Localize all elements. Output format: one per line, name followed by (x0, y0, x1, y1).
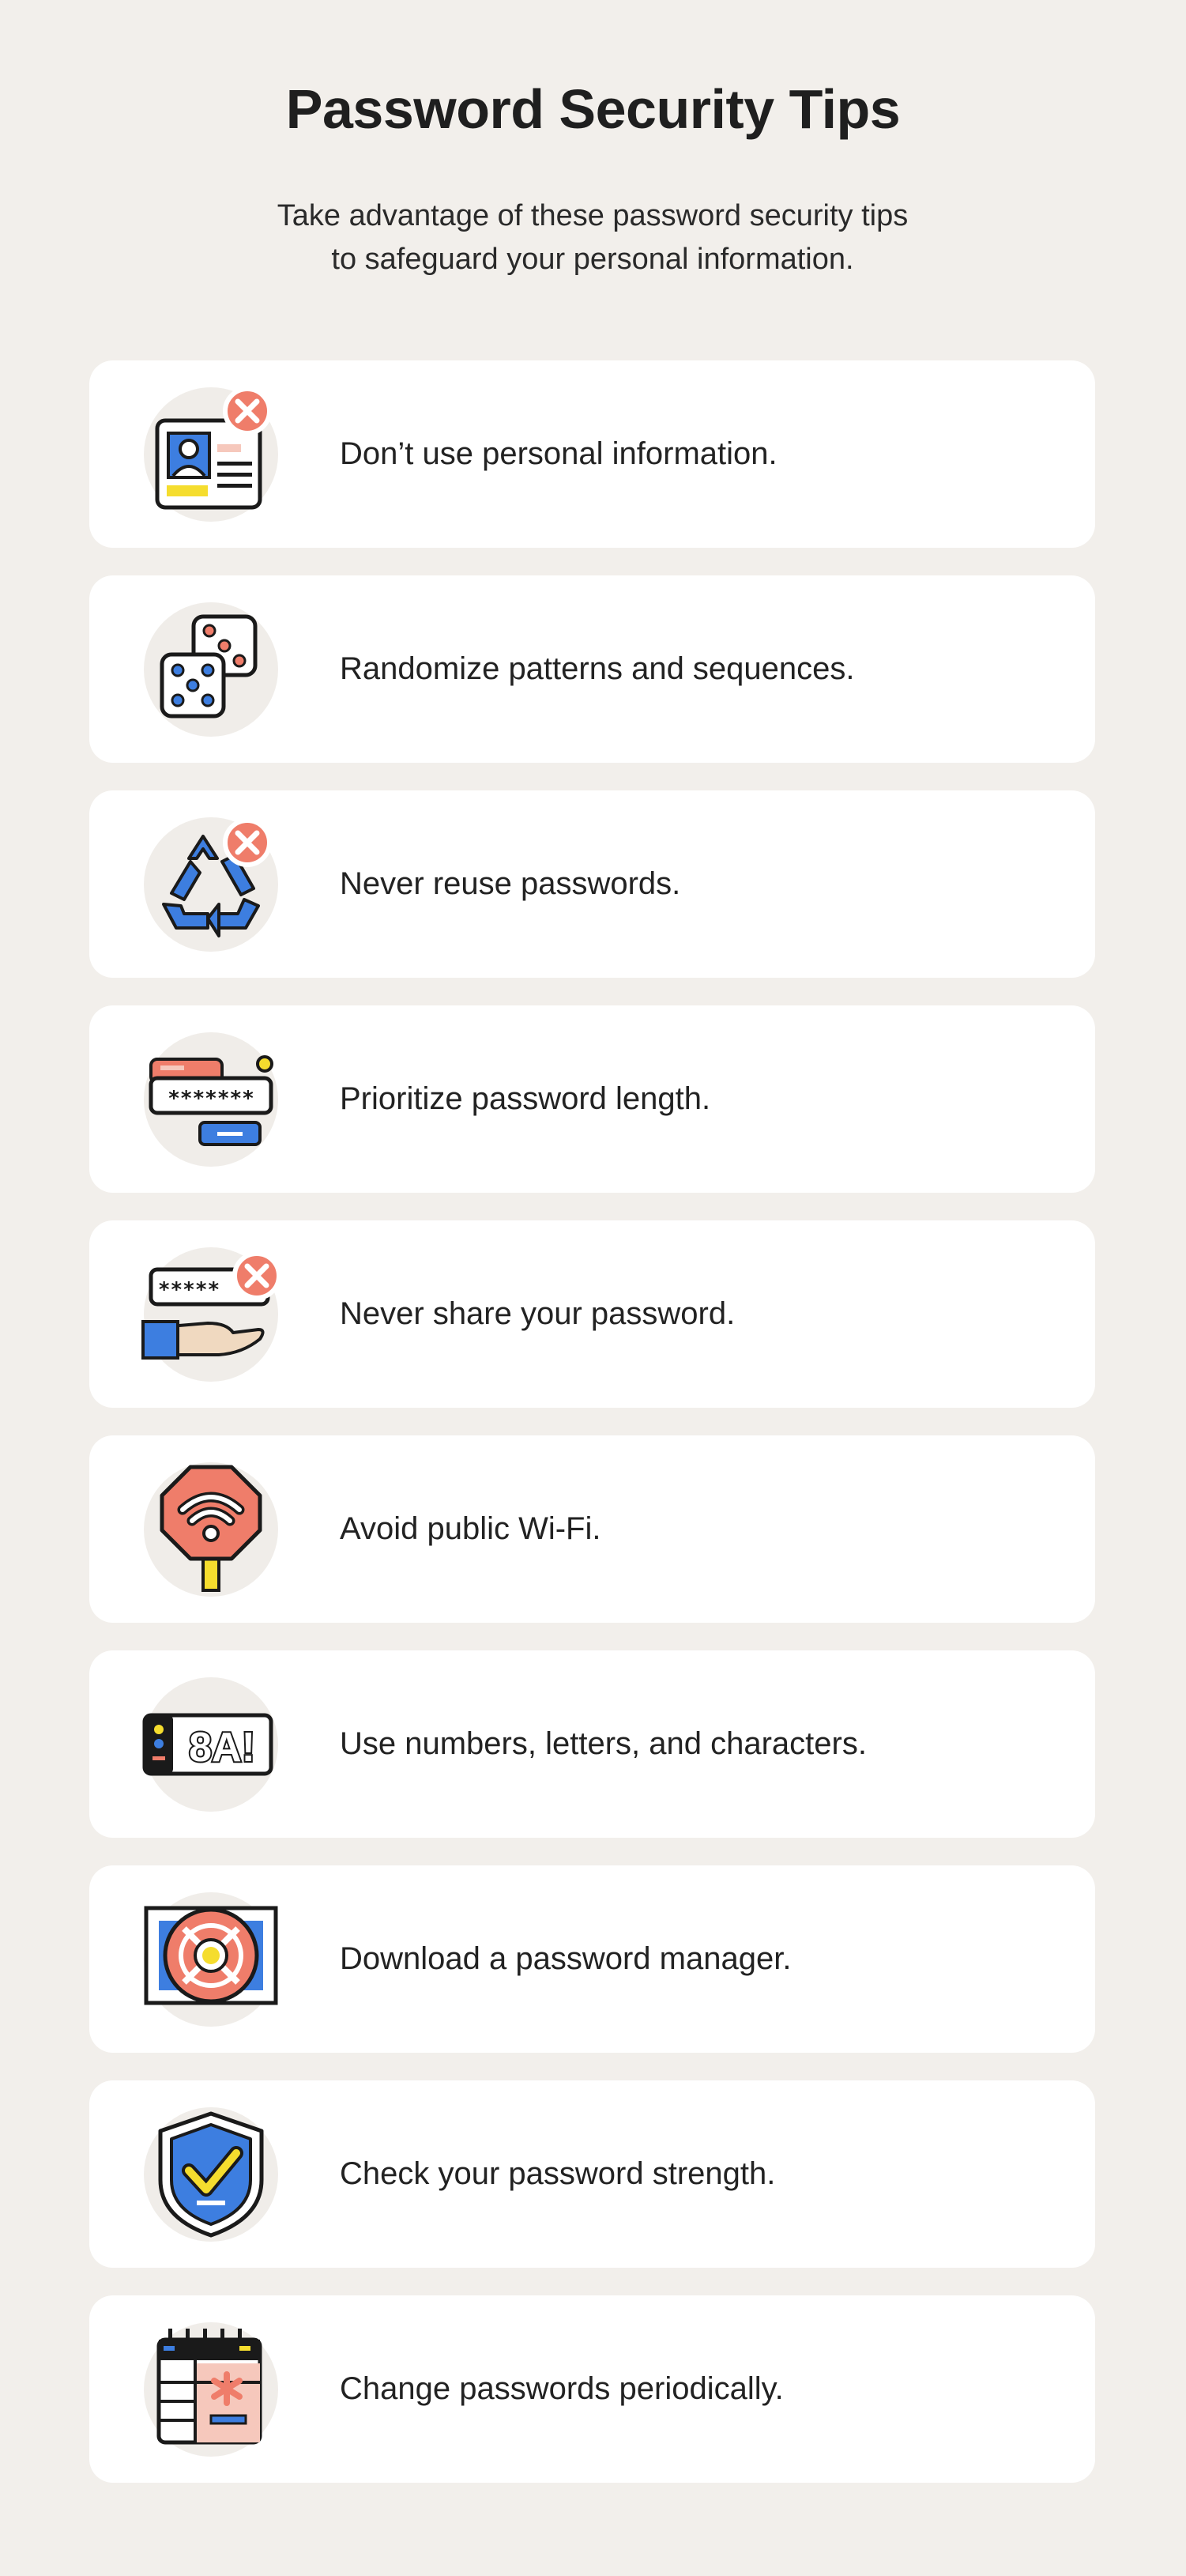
password-mask: ******* (168, 1087, 254, 1111)
tip-card-manager (89, 1865, 1095, 2053)
hand-password-x-icon (140, 1247, 282, 1382)
page-title: Password Security Tips (285, 78, 901, 140)
tip-card-periodic (89, 2295, 1095, 2483)
wifi-stop-sign-icon (140, 1462, 282, 1597)
tip-card-randomize (89, 575, 1095, 763)
tip-text: Randomize patterns and sequences. (340, 651, 855, 686)
dice-icon (140, 602, 282, 737)
tip-text: Check your password strength. (340, 2156, 776, 2191)
characters-readout: 8A! (189, 1725, 255, 1771)
tip-card-personal-info (89, 360, 1095, 548)
tip-text: Avoid public Wi-Fi. (340, 1511, 601, 1546)
id-card-x-icon (140, 387, 282, 522)
tips-list (89, 360, 1095, 2510)
characters-display-icon (140, 1677, 282, 1812)
recycle-x-icon (140, 817, 282, 952)
tip-text: Use numbers, letters, and characters. (340, 1726, 867, 1761)
tip-text: Never share your password. (340, 1296, 736, 1331)
tip-card-characters (89, 1650, 1095, 1838)
subtitle-line-2: to safeguard your personal information. (331, 243, 854, 276)
tip-text: Prioritize password length. (340, 1081, 711, 1116)
tip-text: Change passwords periodically. (340, 2371, 784, 2406)
tip-card-share (89, 1220, 1095, 1408)
tip-text: Don’t use personal information. (340, 436, 777, 471)
password-field-icon (140, 1032, 282, 1167)
tip-card-strength (89, 2080, 1095, 2268)
page-subtitle (198, 194, 988, 281)
tip-card-wifi (89, 1435, 1095, 1623)
tip-text: Never reuse passwords. (340, 866, 681, 901)
shield-check-icon (140, 2107, 282, 2242)
tip-card-reuse (89, 790, 1095, 978)
subtitle-line-1: Take advantage of these password security tips (277, 199, 909, 232)
tip-text: Download a password manager. (340, 1941, 792, 1976)
password-mask: ***** (157, 1278, 220, 1302)
calendar-icon (140, 2322, 282, 2457)
vault-icon (140, 1892, 282, 2027)
tip-card-length (89, 1005, 1095, 1193)
